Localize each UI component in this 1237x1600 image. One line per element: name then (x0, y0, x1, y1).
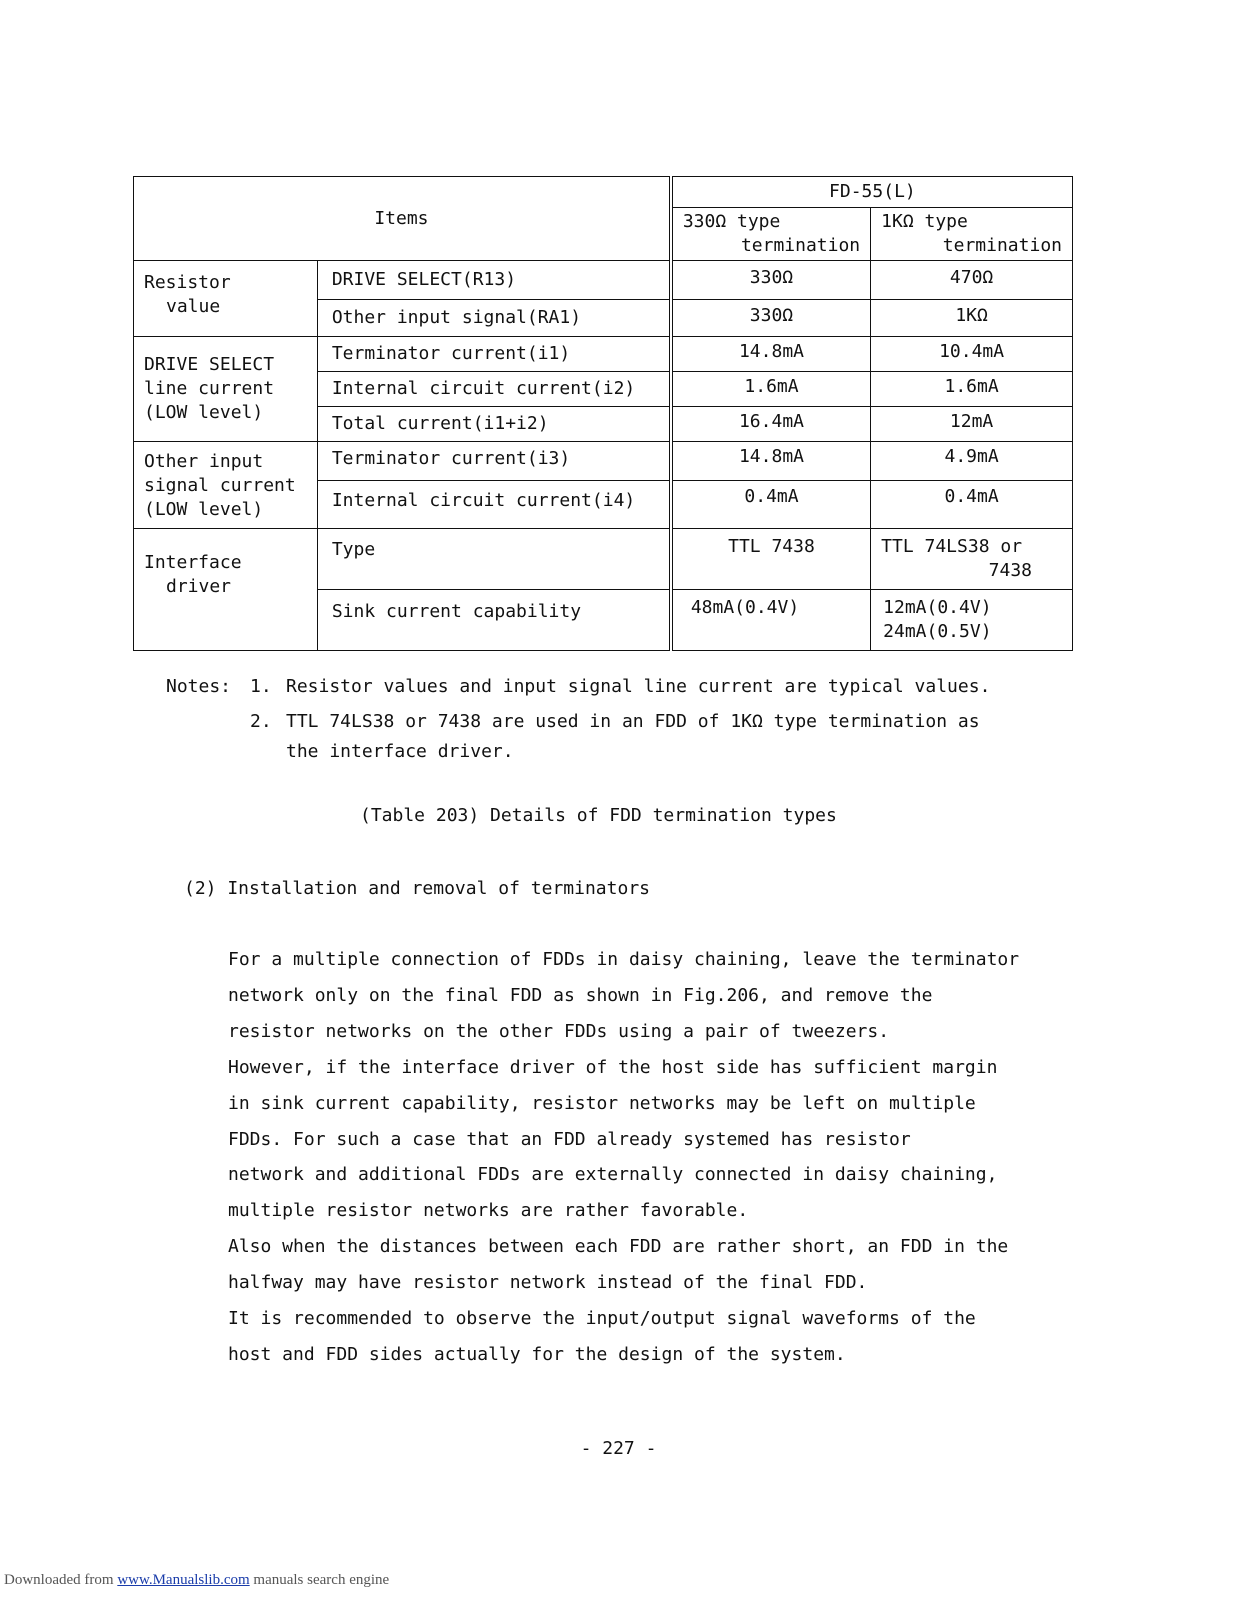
row-value-1k: 1.6mA (871, 372, 1073, 407)
row-value-1k: 10.4mA (871, 337, 1073, 372)
body-line: multiple resistor networks are rather favorable. (228, 1200, 749, 1222)
row-value-330: 330Ω (671, 261, 871, 300)
notes-label: Notes: (166, 676, 232, 697)
row-item: Internal circuit current(i4) (317, 480, 671, 528)
row-value-1k: 0.4mA (871, 480, 1073, 528)
row-item: Sink current capability (317, 590, 671, 651)
row-value-line: 24mA(0.5V) (883, 621, 992, 642)
body-line: For a multiple connection of FDDs in daisy chaining, leave the terminator (228, 949, 1020, 970)
termination-table (133, 176, 1073, 651)
row-value-1k: 4.9mA (871, 442, 1073, 481)
col-1k-header-line2: termination (942, 235, 1062, 256)
group-label-line: value (166, 296, 221, 317)
group-label-line: signal current (144, 475, 296, 496)
group-label-line: (LOW level) (144, 499, 264, 520)
body-line: network and additional FDDs are externally connected in daisy chaining, (228, 1164, 998, 1186)
table-row (134, 261, 1073, 300)
col-1k-header (871, 208, 1073, 261)
group-label-resistor (134, 261, 318, 337)
group-label-line: Interface (144, 552, 242, 573)
footer-prefix: Downloaded from (4, 1572, 118, 1588)
row-value-1k: 1KΩ (871, 300, 1073, 337)
notes (166, 672, 1086, 767)
group-label-line: (LOW level) (144, 402, 264, 423)
row-item: Internal circuit current(i2) (317, 372, 671, 407)
body-line: However, if the interface driver of the host side has sufficient margin (228, 1056, 998, 1078)
row-value-330: 14.8mA (671, 442, 871, 481)
row-value-1k: 470Ω (871, 261, 1073, 300)
model-header: FD-55(L) (671, 177, 1073, 208)
note-text: Resistor values and input signal line current are typical values. (286, 676, 991, 697)
row-value-1k (871, 590, 1073, 651)
footer-suffix: manuals search engine (249, 1572, 390, 1588)
col-330-header-line1: 330Ω type (682, 211, 781, 232)
body-line: It is recommended to observe the input/output signal waveforms of the (228, 1308, 976, 1330)
table-row (134, 529, 1073, 590)
body-line: resistor networks on the other FDDs using a pair of tweezers. (228, 1020, 890, 1042)
row-item: Other input signal(RA1) (317, 300, 671, 337)
items-header: Items (134, 177, 671, 261)
row-value-330: 330Ω (671, 300, 871, 337)
table-row (134, 442, 1073, 481)
col-330-header-line2: termination (740, 235, 861, 256)
body-paragraph (228, 942, 1108, 1373)
row-value-1k (871, 529, 1073, 590)
manualslib-link[interactable]: www.Manualslib.com (117, 1572, 250, 1588)
note-2-continued: the interface driver. (286, 741, 514, 762)
body-line: halfway may have resistor network instead of the final FDD. (228, 1272, 868, 1294)
row-value-330: 1.6mA (671, 372, 871, 407)
row-value-330: 48mA(0.4V) (671, 590, 871, 651)
body-line: FDDs. For such a case that an FDD already systemed has resistor (228, 1128, 911, 1150)
group-label-line: driver (166, 576, 232, 597)
row-item: Terminator current(i1) (317, 337, 671, 372)
body-line: host and FDD sides actually for the design of the system. (228, 1343, 846, 1365)
table-row (134, 337, 1073, 372)
table-header-row (134, 177, 1073, 208)
group-label-line: line current (144, 378, 275, 399)
body-line: Also when the distances between each FDD are rather short, an FDD in the (228, 1236, 1009, 1258)
col-330-header (671, 208, 871, 261)
row-item: Terminator current(i3) (317, 442, 671, 481)
notes-label-spacer (166, 707, 250, 737)
download-footer (4, 1572, 389, 1589)
row-value-line: 12mA(0.4V) (883, 597, 992, 618)
row-value-1k: 12mA (871, 407, 1073, 442)
group-label-other-input (134, 442, 318, 529)
row-value-330: 14.8mA (671, 337, 871, 372)
section-heading: (2) Installation and removal of terminators (184, 878, 650, 899)
row-item: Total current(i1+i2) (317, 407, 671, 442)
row-value-line: 7438 (988, 560, 1032, 581)
row-item: Type (317, 529, 671, 590)
note-number: 2. (250, 711, 272, 732)
table-caption: (Table 203) Details of FDD termination types (360, 805, 837, 826)
body-line: in sink current capability, resistor networks may be left on multiple (228, 1092, 976, 1114)
col-1k-header-line1: 1KΩ type (881, 211, 968, 232)
row-value-330: TTL 7438 (671, 529, 871, 590)
row-value-330: 0.4mA (671, 480, 871, 528)
group-label-interface (134, 529, 318, 651)
note-number: 1. (250, 676, 272, 697)
row-item: DRIVE SELECT(R13) (317, 261, 671, 300)
note-text: TTL 74LS38 or 7438 are used in an FDD of 1KΩ type termination as (286, 711, 980, 732)
group-label-line: Resistor (144, 272, 231, 293)
group-label-drive-select (134, 337, 318, 442)
body-line: network only on the final FDD as shown in Fig.206, and remove the (228, 984, 933, 1006)
group-label-line: DRIVE SELECT (144, 354, 275, 375)
row-value-330: 16.4mA (671, 407, 871, 442)
note-2 (166, 707, 1086, 737)
group-label-line: Other input (144, 451, 264, 472)
page-number: - 227 - (580, 1438, 657, 1459)
note-1 (166, 672, 1086, 702)
row-value-line: TTL 74LS38 or (881, 536, 1023, 557)
